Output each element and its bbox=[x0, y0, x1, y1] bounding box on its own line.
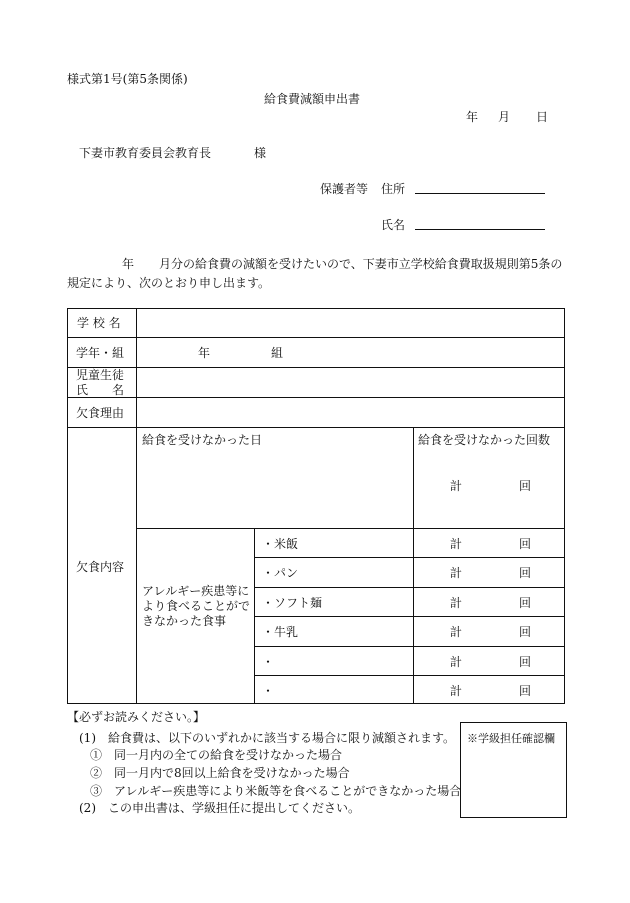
allergy-label-line2: より食べることがで bbox=[142, 599, 251, 613]
form-number: 様式第1号(第5条関係) bbox=[67, 72, 188, 86]
row-divider bbox=[68, 397, 564, 398]
document-title: 給食費減額申出書 bbox=[264, 92, 361, 106]
teacher-confirmation-label: ※学級担任確認欄 bbox=[467, 732, 555, 745]
grade-class-label: 学年・組 bbox=[76, 346, 125, 360]
addressee-name: 下妻市教育委員会教育長 bbox=[79, 146, 212, 160]
school-name-field[interactable] bbox=[138, 310, 562, 336]
item-milk: ・牛乳 bbox=[262, 625, 299, 639]
guardian-address-field[interactable] bbox=[415, 193, 545, 194]
guardian-name-label: 氏名 bbox=[381, 218, 406, 232]
teacher-confirmation-box[interactable] bbox=[460, 722, 567, 818]
absence-reason-field[interactable] bbox=[138, 399, 562, 425]
item-total-label: 計 bbox=[450, 625, 463, 639]
days-missed-label: 給食を受けなかった日 bbox=[142, 433, 263, 447]
date-month-label: 月 bbox=[498, 110, 511, 124]
row-divider bbox=[254, 557, 564, 558]
student-name-field[interactable] bbox=[138, 369, 562, 395]
row-divider bbox=[68, 367, 564, 368]
note-1a: ① 同一月内の全ての給食を受けなかった場合 bbox=[90, 748, 343, 762]
item-times-label: 回 bbox=[519, 596, 532, 610]
intro-line-2: 規定により、次のとおり申し出ます。 bbox=[67, 276, 271, 290]
intro-year-label: 年 bbox=[122, 257, 135, 271]
item-soft-noodles: ・ソフト麺 bbox=[262, 596, 323, 610]
school-name-label: 学 校 名 bbox=[77, 316, 121, 330]
allergy-label-line1: アレルギー疾患等に bbox=[142, 584, 250, 598]
addressee-honorific: 様 bbox=[254, 146, 267, 160]
item-times-label: 回 bbox=[519, 537, 532, 551]
student-label-line1: 児童生徒 bbox=[76, 368, 125, 382]
row-divider bbox=[136, 528, 564, 529]
column-divider bbox=[254, 528, 255, 703]
item-blank-2: ・ bbox=[262, 684, 275, 698]
item-rice: ・米飯 bbox=[262, 537, 299, 551]
item-times-label: 回 bbox=[519, 566, 532, 580]
grade-year-label: 年 bbox=[198, 346, 211, 360]
item-times-label: 回 bbox=[519, 625, 532, 639]
count-times-label: 回 bbox=[519, 479, 532, 493]
count-missed-label: 給食を受けなかった回数 bbox=[418, 433, 551, 447]
application-table bbox=[67, 308, 565, 704]
allergy-label-line3: きなかった食事 bbox=[142, 614, 227, 628]
guardian-name-field[interactable] bbox=[415, 229, 545, 230]
item-times-label: 回 bbox=[519, 684, 532, 698]
column-divider bbox=[136, 309, 137, 703]
row-divider bbox=[254, 675, 564, 676]
row-divider bbox=[68, 427, 564, 428]
row-divider bbox=[254, 616, 564, 617]
notes-heading: 【必ずお読みください。】 bbox=[67, 710, 206, 724]
item-total-label: 計 bbox=[450, 596, 463, 610]
guardian-label: 保護者等 bbox=[320, 182, 369, 196]
absence-content-label: 欠食内容 bbox=[76, 560, 125, 574]
item-times-label: 回 bbox=[519, 655, 532, 669]
note-2: (2) この申出書は、学級担任に提出してください。 bbox=[79, 801, 361, 815]
absence-reason-label: 欠食理由 bbox=[76, 406, 125, 420]
item-total-label: 計 bbox=[450, 684, 463, 698]
note-1b: ② 同一月内で8回以上給食を受けなかった場合 bbox=[90, 766, 350, 780]
item-total-label: 計 bbox=[450, 566, 463, 580]
student-label-line2: 氏 名 bbox=[76, 383, 125, 397]
note-1c: ③ アレルギー疾患等により米飯等を食べることができなかった場合 bbox=[90, 784, 462, 798]
item-bread: ・パン bbox=[262, 566, 299, 580]
item-blank-1: ・ bbox=[262, 655, 275, 669]
date-day-label: 日 bbox=[536, 110, 549, 124]
grade-class-unit: 組 bbox=[271, 346, 284, 360]
column-divider bbox=[413, 427, 414, 703]
row-divider bbox=[68, 337, 564, 338]
date-year-label: 年 bbox=[466, 110, 479, 124]
row-divider bbox=[254, 646, 564, 647]
guardian-address-label: 住所 bbox=[381, 182, 406, 196]
count-total-label: 計 bbox=[450, 479, 463, 493]
note-1: (1) 給食費は、以下のいずれかに該当する場合に限り減額されます。 bbox=[79, 731, 456, 745]
row-divider bbox=[254, 587, 564, 588]
intro-line-1: 月分の給食費の減額を受けたいので、下妻市立学校給食費取扱規則第5条の bbox=[159, 257, 563, 271]
item-total-label: 計 bbox=[450, 655, 463, 669]
item-total-label: 計 bbox=[450, 537, 463, 551]
